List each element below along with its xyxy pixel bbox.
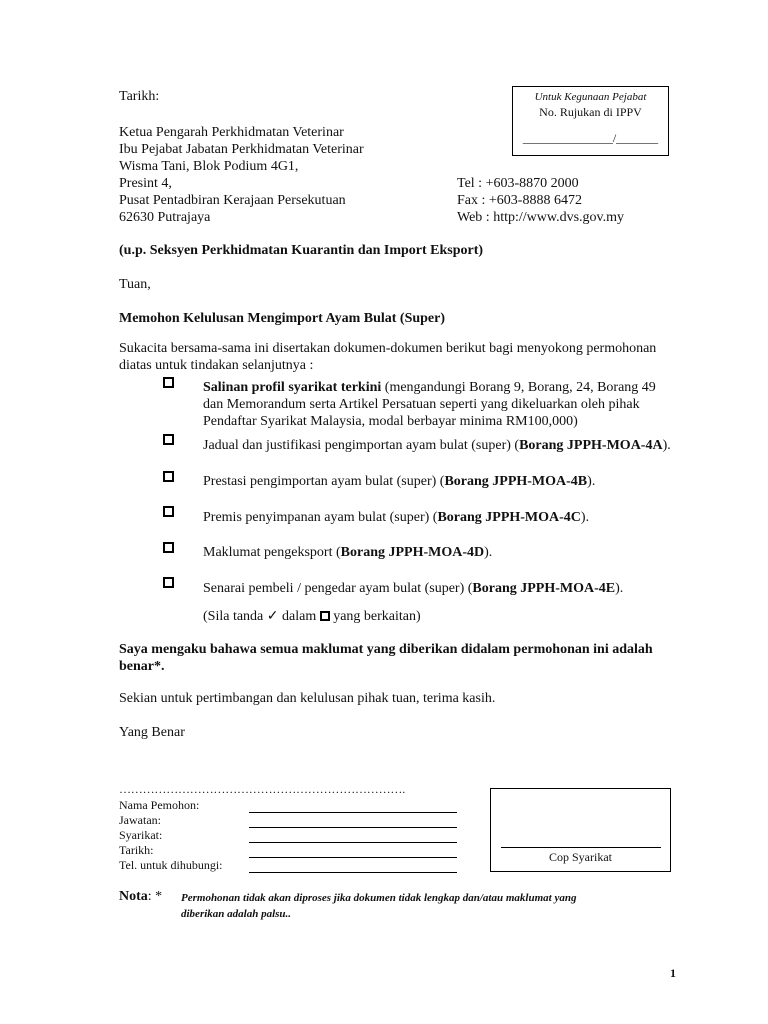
- item-text: Prestasi pengimportan ayam bulat (super) (: [203, 474, 445, 489]
- field-label-phone: Tel. untuk dihubungi:: [119, 858, 223, 872]
- declaration: [119, 641, 653, 675]
- checkbox-company-profile[interactable]: [163, 377, 174, 388]
- intro-line: diatas untuk tindakan selanjutnya :: [119, 358, 314, 373]
- declaration-line: benar*.: [119, 659, 165, 674]
- item-form-4d: [203, 544, 492, 561]
- tick-note-text: dalam: [282, 609, 317, 624]
- addressee-line: Presint 4,: [119, 176, 172, 191]
- company-stamp-box: [490, 788, 671, 872]
- declaration-line: Saya mengaku bahawa semua maklumat yang diberikan didalam permohonan ini adalah: [119, 642, 653, 657]
- note-separator: : *: [147, 889, 163, 904]
- item-text-end: ).: [484, 545, 493, 560]
- note-label: [119, 889, 162, 905]
- applicant-fields: [119, 798, 223, 873]
- stamp-line: [501, 847, 661, 848]
- field-label-company: Syarikat:: [119, 828, 163, 842]
- item-company-profile: [203, 379, 656, 430]
- item-form-4c: [203, 509, 589, 526]
- closing-line: Sekian untuk pertimbangan dan kelulusan pihak tuan, terima kasih.: [119, 691, 496, 706]
- form-code: Borang JPPH-MOA-4B: [444, 474, 588, 489]
- item-text: Premis penyimpanan ayam bulat (super) (: [203, 510, 438, 525]
- contact-fax: Fax : +603-8888 6472: [457, 193, 582, 208]
- office-use-title: Untuk Kegunaan Pejabat: [534, 91, 647, 103]
- contact-block: [457, 175, 624, 226]
- page-number: 1: [670, 966, 676, 980]
- field-label-date: Tarikh:: [119, 843, 154, 857]
- item-bold-text: Salinan profil syarikat terkini: [203, 380, 382, 395]
- item-text: Maklumat pengeksport (: [203, 545, 341, 560]
- item-text-end: ).: [615, 581, 624, 596]
- item-form-4a: [203, 437, 671, 454]
- checkbox-sample-icon: [320, 611, 330, 621]
- tick-note-text: yang berkaitan): [333, 609, 421, 624]
- field-line-company[interactable]: [249, 842, 457, 843]
- salutation: Tuan,: [119, 277, 151, 292]
- note-line: Permohonan tidak akan diproses jika dokumen tidak lengkap dan/atau maklumat yang: [181, 892, 577, 904]
- office-ref-blank: _______________/_______: [522, 131, 659, 145]
- form-code: Borang JPPH-MOA-4C: [437, 510, 581, 525]
- sign-off: Yang Benar: [119, 725, 185, 740]
- field-line-date[interactable]: [249, 857, 457, 858]
- addressee-line: Ibu Pejabat Jabatan Perkhidmatan Veterinar: [119, 142, 364, 157]
- contact-web: Web : http://www.dvs.gov.my: [457, 210, 624, 225]
- addressee-block: [119, 124, 364, 226]
- addressee-line: 62630 Putrajaya: [119, 210, 211, 225]
- field-line-phone[interactable]: [249, 872, 457, 873]
- item-text: (mengandungi Borang 9, Borang, 24, Borang 49: [381, 380, 656, 395]
- stamp-label: Cop Syarikat: [549, 850, 612, 864]
- checkbox-form-4d[interactable]: [163, 542, 174, 553]
- item-text-end: ).: [580, 510, 590, 525]
- item-text-line2: dan Memorandum serta Artikel Persatuan seperti yang dikeluarkan oleh pihak: [203, 397, 640, 412]
- contact-tel: Tel : +603-8870 2000: [457, 176, 579, 191]
- subject-line: Memohon Kelulusan Mengimport Ayam Bulat (Super): [119, 311, 446, 326]
- tick-mark-icon: ✓: [266, 609, 279, 624]
- note-line: diberikan adalah palsu..: [181, 908, 292, 920]
- checkbox-form-4c[interactable]: [163, 506, 174, 517]
- addressee-line: Ketua Pengarah Perkhidmatan Veterinar: [119, 125, 344, 140]
- note-text: [181, 890, 576, 922]
- field-label-position: Jawatan:: [119, 813, 161, 827]
- date-label: Tarikh:: [119, 89, 160, 104]
- checkbox-form-4b[interactable]: [163, 471, 174, 482]
- field-line-name[interactable]: [249, 812, 457, 813]
- form-code: Borang JPPH-MOA-4A: [519, 438, 663, 453]
- tick-note-text: (Sila tanda: [203, 609, 264, 624]
- tick-instruction: [203, 608, 421, 625]
- addressee-line: Wisma Tani, Blok Podium 4G1,: [119, 159, 299, 174]
- item-text: Jadual dan justifikasi pengimportan ayam bulat (super) (: [203, 438, 520, 453]
- item-text-end: ).: [662, 438, 671, 453]
- item-text: Senarai pembeli / pengedar ayam bulat (super) (: [203, 581, 473, 596]
- item-text-line3: Pendaftar Syarikat Malaysia, modal berbayar minima RM100,000): [203, 414, 578, 429]
- note-title: Nota: [119, 889, 148, 904]
- signature-dotted-line: ……………………………………………………………….: [119, 782, 406, 796]
- intro-line: Sukacita bersama-sama ini disertakan dokumen-dokumen berikut bagi menyokong permohonan: [119, 341, 657, 356]
- field-label-name: Nama Pemohon:: [119, 798, 200, 812]
- office-use-box: [512, 86, 669, 156]
- item-form-4e: [203, 580, 623, 597]
- office-ref-label: No. Rujukan di IPPV: [539, 105, 642, 119]
- checkbox-form-4e[interactable]: [163, 577, 174, 588]
- attention-line: (u.p. Seksyen Perkhidmatan Kuarantin dan Import Eksport): [119, 243, 484, 258]
- addressee-line: Pusat Pentadbiran Kerajaan Persekutuan: [119, 193, 346, 208]
- form-code: Borang JPPH-MOA-4D: [340, 545, 485, 560]
- field-line-position[interactable]: [249, 827, 457, 828]
- intro-paragraph: [119, 340, 656, 374]
- item-text-end: ).: [587, 474, 596, 489]
- form-code: Borang JPPH-MOA-4E: [472, 581, 616, 596]
- checkbox-form-4a[interactable]: [163, 434, 174, 445]
- item-form-4b: [203, 473, 595, 490]
